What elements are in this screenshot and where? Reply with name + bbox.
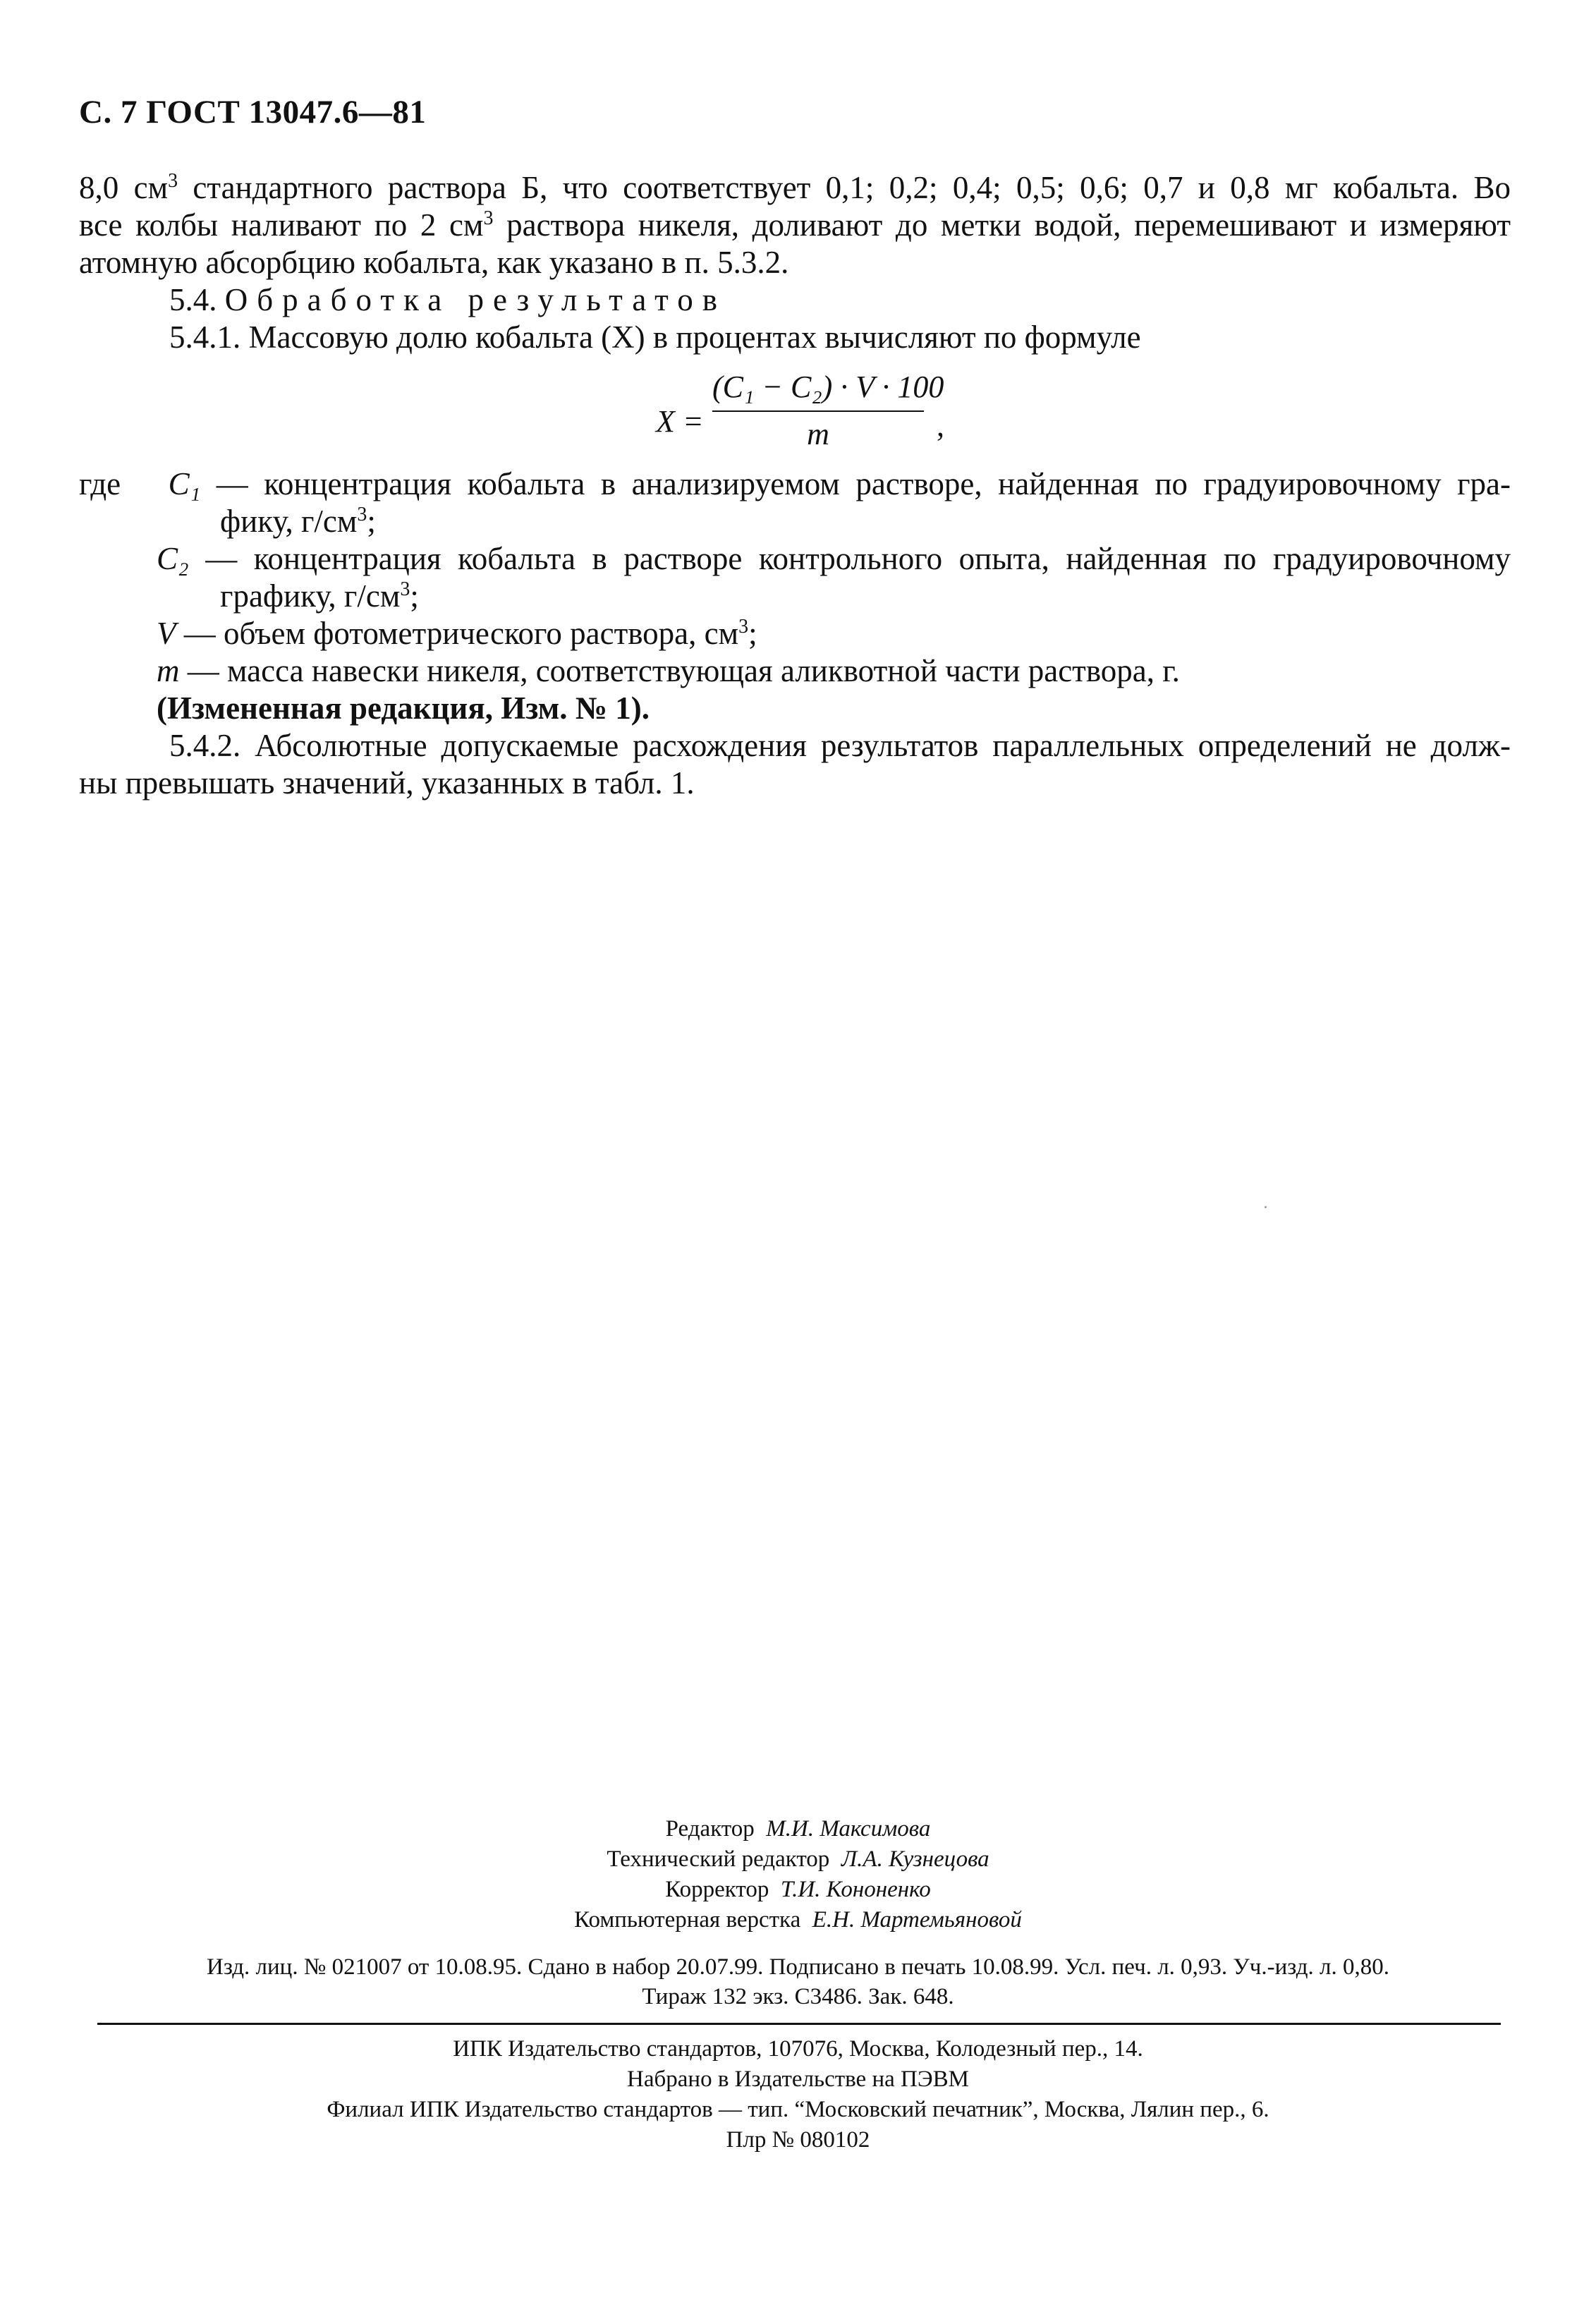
formula-fraction bbox=[712, 367, 944, 454]
section-5-4-2-line1: 5.4.2. Абсолютные допускаемые расхождения результатов параллельных определений не долж- bbox=[169, 728, 1511, 763]
amendment-note: (Измененная редакция, Изм. № 1). bbox=[157, 690, 650, 726]
formula-numerator: (C₁ − C₂) · V · 100 bbox=[712, 370, 944, 404]
press-line: Филиал ИПК Издательство стандартов — тип. “Московский печатник”, Москва, Лялин пер., 6. bbox=[327, 2097, 1269, 2122]
credit-line: Технический редактор Л.А. Кузнецова bbox=[607, 1846, 989, 1872]
section-5-4-2-line2: ны превышать значений, указанных в табл. 1. bbox=[79, 765, 695, 801]
press-line: Набрано в Издательстве на ПЭВМ bbox=[627, 2067, 969, 2092]
definition-c2-cont: графику, $г/см^3$; bbox=[220, 578, 419, 614]
variable-definitions bbox=[79, 465, 1511, 802]
imprint-line: Тираж 132 экз. С3486. Зак. 648. bbox=[642, 1984, 954, 2009]
scan-speck bbox=[1265, 1206, 1267, 1208]
paragraph-solutions bbox=[79, 169, 1511, 356]
formula-denominator: m bbox=[807, 417, 829, 451]
paragraph-line: все колбы наливают по 2 $см^3$ раствора никеля, доливают до метки водой, перемешивают и измеряют bbox=[79, 207, 1511, 243]
imprint-line: Изд. лиц. № 021007 от 10.08.95. Сдано в набор 20.07.99. Подписано в печать 10.08.99. Усл. печ. л. 0,93. Уч.-изд. л. 0,80. bbox=[206, 1954, 1389, 1980]
credit-line: Редактор М.И. Максимова bbox=[665, 1816, 931, 1842]
divider-rule bbox=[97, 2023, 1501, 2025]
definition-v: V — объем фотометрического раствора, $см^3$; bbox=[157, 616, 757, 651]
paragraph-line: 8,0 $см^3$ стандартного раствора Б, что соответствует 0,1; 0,2; 0,4; 0,5; 0,6; 0,7 и 0,8 мг кобальта. Во bbox=[79, 170, 1511, 205]
formula-lhs: X = bbox=[656, 404, 704, 439]
section-5-4-1-text: 5.4.1. Массовую долю кобальта (X) в процентах вычисляют по формуле bbox=[169, 319, 1141, 355]
definition-m: m — масса навески никеля, соответствующая аликвотной части раствора, г. bbox=[157, 653, 1180, 688]
page-header: С. 7 ГОСТ 13047.6—81 bbox=[79, 94, 427, 130]
definition-c1-cont: фику, $г/см^3$; bbox=[220, 504, 376, 539]
credit-line: Корректор Т.И. Кононенко bbox=[665, 1877, 931, 1902]
press-line: ИПК Издательство стандартов, 107076, Москва, Колодезный пер., 14. bbox=[453, 2036, 1143, 2062]
editorial-credits bbox=[0, 1814, 1596, 1935]
paragraph-line: атомную абсорбцию кобальта, как указано в п. 5.3.2. bbox=[79, 245, 789, 280]
press-line: Плр № 080102 bbox=[726, 2127, 870, 2153]
publication-imprint bbox=[0, 1952, 1596, 2011]
printing-house-info bbox=[0, 2034, 1596, 2155]
fraction-bar bbox=[712, 410, 924, 412]
definition-c2: C₂ — концентрация кобальта в растворе контрольного опыта, найденная по градуировочному bbox=[157, 541, 1511, 576]
formula-trailing-comma: , bbox=[937, 408, 944, 443]
section-heading-5-4: 5.4. Обработка результатов bbox=[169, 282, 726, 317]
definition-c1: где C₁ — концентрация кобальта в анализируемом растворе, найденная по градуировочному гра- bbox=[79, 466, 1511, 501]
credit-line: Компьютерная верстка Е.Н. Мартемьяновой bbox=[574, 1907, 1022, 1932]
